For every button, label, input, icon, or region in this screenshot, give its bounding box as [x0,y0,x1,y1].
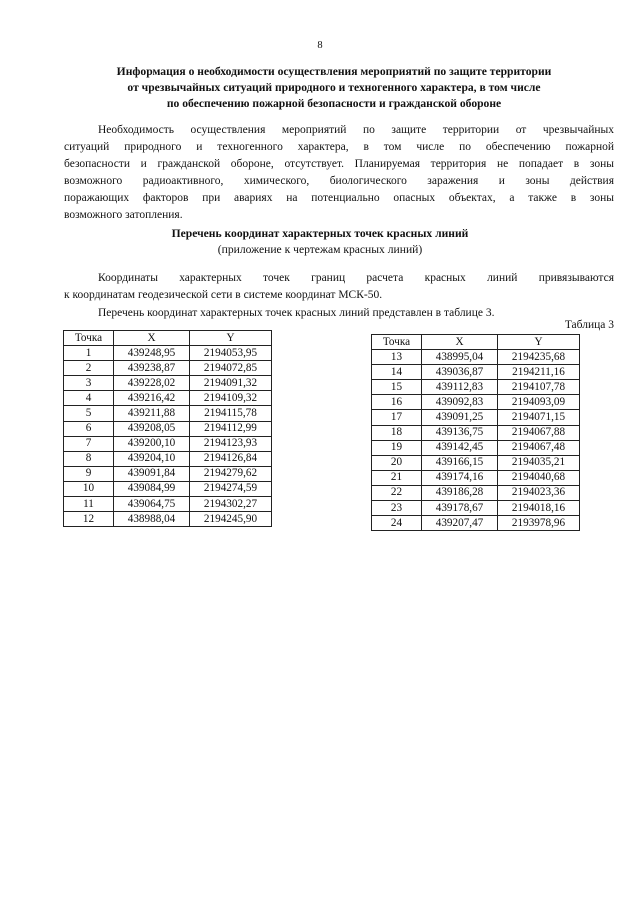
y-coordinate: 2193978,96 [498,516,580,531]
point-number: 9 [64,466,114,481]
table-row [372,425,580,440]
table-row [64,361,272,376]
y-coordinate: 2194023,36 [498,485,580,500]
paragraph-line: Необходимость осуществления мероприятий по защите территории от чрезвычайных [98,124,614,136]
section-heading [80,64,588,112]
point-number: 1 [64,346,114,361]
paragraph-line: Координаты характерных точек границ расчета красных линий привязываются [98,272,614,284]
point-number: 4 [64,391,114,406]
x-coordinate: 439036,87 [422,365,498,380]
table-row [372,410,580,425]
paragraph-line: ситуаций природного и техногенного характера, в том числе по обеспечению пожарной [64,141,614,153]
y-coordinate: 2194245,90 [190,512,272,527]
y-coordinate: 2194126,84 [190,451,272,466]
x-coordinate: 439142,45 [422,440,498,455]
point-number: 12 [64,512,114,527]
x-coordinate: 439091,25 [422,410,498,425]
table-body-right [372,350,580,531]
header-y: Y [498,335,580,350]
point-number: 6 [64,421,114,436]
y-coordinate: 2194107,78 [498,380,580,395]
y-coordinate: 2194115,78 [190,406,272,421]
x-coordinate: 439211,88 [114,406,190,421]
table-row [64,436,272,451]
table-row [64,421,272,436]
heading-line: по обеспечению пожарной безопасности и гражданской обороне [166,97,502,110]
table-row [372,380,580,395]
x-coordinate: 439216,42 [114,391,190,406]
paragraph-line: безопасности и гражданской обороне, отсутствует. Планируемая территория не попадает в зоны [64,158,614,170]
point-number: 22 [372,485,422,500]
header-x: X [114,331,190,346]
y-coordinate: 2194112,99 [190,421,272,436]
heading-line: Информация о необходимости осуществления мероприятий по защите территории [116,65,552,78]
y-coordinate: 2194067,48 [498,440,580,455]
table-caption: Таблица 3 [564,319,614,331]
y-coordinate: 2194035,21 [498,455,580,470]
table-row [372,395,580,410]
table-row [372,501,580,516]
x-coordinate: 439178,67 [422,501,498,516]
x-coordinate: 439112,83 [422,380,498,395]
point-number: 15 [372,380,422,395]
paragraph-line: возможного радиоактивного, химического, биологического заражения и зоны действия [64,175,614,187]
paragraph-line: Перечень координат характерных точек красных линий представлен в таблице 3. [98,307,495,319]
x-coordinate: 439092,83 [422,395,498,410]
point-number: 18 [372,425,422,440]
x-coordinate: 439136,75 [422,425,498,440]
header-point: Точка [64,331,114,346]
y-coordinate: 2194235,68 [498,350,580,365]
point-number: 17 [372,410,422,425]
point-number: 19 [372,440,422,455]
table-row [64,376,272,391]
x-coordinate: 439084,99 [114,481,190,496]
y-coordinate: 2194067,88 [498,425,580,440]
coordinates-system-paragraph [64,270,614,304]
point-number: 24 [372,516,422,531]
table-row [64,346,272,361]
y-coordinate: 2194211,16 [498,365,580,380]
point-number: 11 [64,497,114,512]
point-number: 16 [372,395,422,410]
table-row [372,485,580,500]
table-row [64,466,272,481]
table-body-left [64,346,272,527]
y-coordinate: 2194123,93 [190,436,272,451]
table-row [372,455,580,470]
table-row [372,516,580,531]
table-row [64,497,272,512]
y-coordinate: 2194018,16 [498,501,580,516]
y-coordinate: 2194040,68 [498,470,580,485]
table-row [64,406,272,421]
coordinates-table-right [371,334,580,531]
heading-line: от чрезвычайных ситуаций природного и техногенного характера, в том числе [127,81,541,94]
table-row [64,451,272,466]
y-coordinate: 2194279,62 [190,466,272,481]
point-number: 13 [372,350,422,365]
x-coordinate: 439207,47 [422,516,498,531]
x-coordinate: 438995,04 [422,350,498,365]
point-number: 14 [372,365,422,380]
table-row [372,350,580,365]
point-number: 3 [64,376,114,391]
x-coordinate: 439166,15 [422,455,498,470]
emergency-info-paragraph [64,122,614,224]
x-coordinate: 439091,84 [114,466,190,481]
table-row [372,470,580,485]
x-coordinate: 439174,16 [422,470,498,485]
x-coordinate: 439200,10 [114,436,190,451]
point-number: 21 [372,470,422,485]
y-coordinate: 2194091,32 [190,376,272,391]
page-number: 8 [317,40,323,51]
point-number: 10 [64,481,114,496]
x-coordinate: 439238,87 [114,361,190,376]
point-number: 8 [64,451,114,466]
x-coordinate: 439228,02 [114,376,190,391]
x-coordinate: 439248,95 [114,346,190,361]
y-coordinate: 2194072,85 [190,361,272,376]
table-row [64,391,272,406]
table-header-row [64,331,272,346]
point-number: 5 [64,406,114,421]
y-coordinate: 2194302,27 [190,497,272,512]
y-coordinate: 2194109,32 [190,391,272,406]
header-point: Точка [372,335,422,350]
point-number: 23 [372,501,422,516]
x-coordinate: 439186,28 [422,485,498,500]
subheading-title: Перечень координат характерных точек красных линий [171,227,469,240]
header-x: X [422,335,498,350]
y-coordinate: 2194071,15 [498,410,580,425]
paragraph-line: поражающих факторов при авариях на потенциально опасных объектах, а также в зоны [64,192,614,204]
x-coordinate: 438988,04 [114,512,190,527]
point-number: 7 [64,436,114,451]
point-number: 20 [372,455,422,470]
table-row [372,365,580,380]
table-row [64,481,272,496]
coordinates-subheading [0,226,640,258]
paragraph-line: к координатам геодезической сети в системе координат МСК-50. [64,289,383,301]
x-coordinate: 439064,75 [114,497,190,512]
point-number: 2 [64,361,114,376]
x-coordinate: 439204,10 [114,451,190,466]
x-coordinate: 439208,05 [114,421,190,436]
table-row [372,440,580,455]
header-y: Y [190,331,272,346]
coordinates-table-left [63,330,272,527]
y-coordinate: 2194093,09 [498,395,580,410]
table-row [64,512,272,527]
y-coordinate: 2194274,59 [190,481,272,496]
table-reference-paragraph [64,305,614,322]
paragraph-line: возможного затопления. [64,209,183,221]
y-coordinate: 2194053,95 [190,346,272,361]
table-header-row [372,335,580,350]
subheading-note: (приложение к чертежам красных линий) [217,243,423,256]
